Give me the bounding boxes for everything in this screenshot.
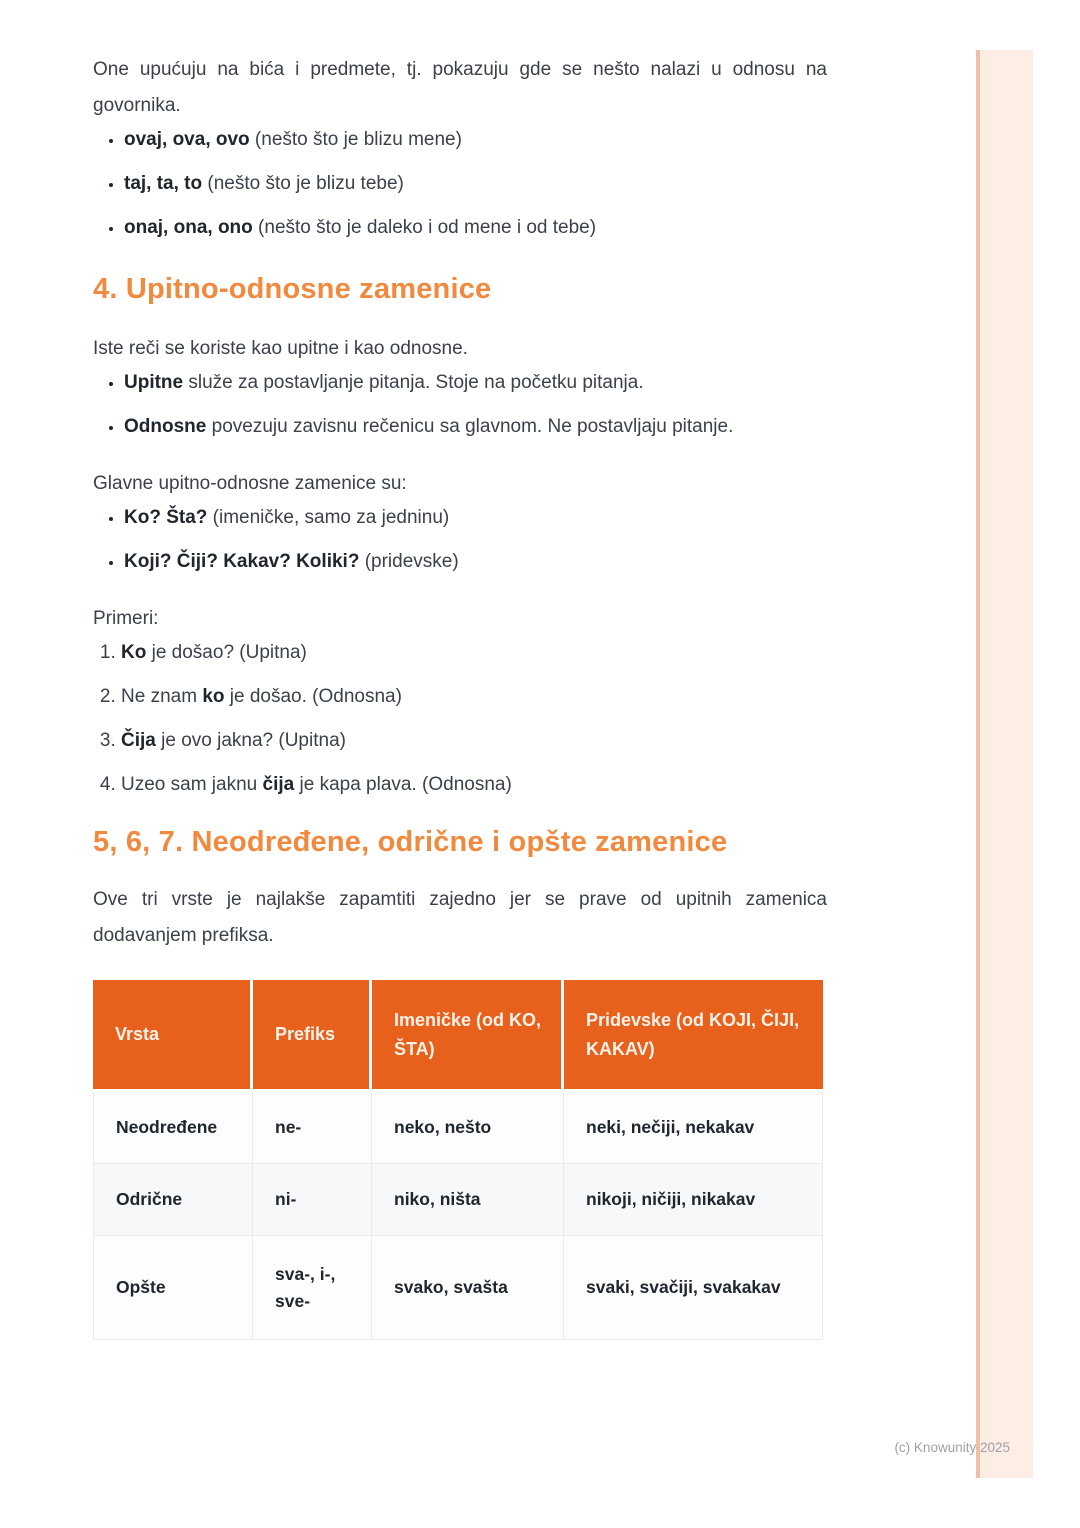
example-pre: Uzeo sam jaknu <box>121 774 263 795</box>
table-cell: Opšte <box>93 1236 253 1340</box>
bullet-bold-term: taj, ta, to <box>124 173 203 194</box>
list-item <box>124 168 827 199</box>
bullet-rest: (nešto što je blizu mene) <box>249 129 462 150</box>
bullet-rest: (nešto što je daleko i od mene i od tebe) <box>252 217 597 238</box>
table-cell: niko, ništa <box>372 1164 564 1236</box>
section-4-heading: 4. Upitno-odnosne zamenice <box>93 273 492 305</box>
list-item <box>124 367 827 398</box>
list-item <box>124 212 827 243</box>
examples-label: Primeri: <box>93 608 159 629</box>
list-item <box>124 502 827 533</box>
intro-paragraph: One upućuju na bića i predmete, tj. pokazuju gde se nešto nalazi u odnosu na govornika. <box>93 59 827 116</box>
upitne-odnosne-list <box>93 367 827 442</box>
example-post: je došao? (Upitna) <box>146 642 307 663</box>
bullet-rest: (nešto što je blizu tebe) <box>202 173 404 194</box>
table-cell: ne- <box>253 1092 372 1164</box>
section-567-heading: 5, 6, 7. Neodređene, odrične i opšte zamenice <box>93 826 728 858</box>
example-bold: Čija <box>121 730 156 751</box>
example-item <box>121 725 827 756</box>
example-post: je kapa plava. (Odnosna) <box>294 774 512 795</box>
decorative-side-stripe <box>976 50 1033 1478</box>
table-cell: neko, nešto <box>372 1092 564 1164</box>
example-bold: Ko <box>121 642 147 663</box>
list-item <box>124 124 827 155</box>
table-header-imenicke: Imeničke (od KO, ŠTA) <box>372 980 564 1092</box>
bullet-bold-term: Ko? Šta? <box>124 507 208 528</box>
list-item <box>124 546 827 577</box>
bullet-bold-term: Upitne <box>124 372 184 393</box>
demonstrative-list <box>93 124 827 243</box>
table-header-prefiks: Prefiks <box>253 980 372 1092</box>
table-row <box>93 1092 823 1164</box>
example-pre: Ne znam <box>121 686 203 707</box>
bullet-rest: služe za postavljanje pitanja. Stoje na početku pitanja. <box>183 372 644 393</box>
example-item <box>121 681 827 712</box>
table-cell: svako, svašta <box>372 1236 564 1340</box>
prefix-table <box>93 980 823 1340</box>
copyright-footer: (c) Knowunity 2025 <box>894 1440 1010 1455</box>
table-header-pridevske: Pridevske (od KOJI, ČIJI, KAKAV) <box>564 980 823 1092</box>
bullet-bold-term: Odnosne <box>124 416 207 437</box>
table-cell: svaki, svačiji, svakakav <box>564 1236 823 1340</box>
example-post: je došao. (Odnosna) <box>224 686 402 707</box>
table-row <box>93 1164 823 1236</box>
example-bold: ko <box>202 686 225 707</box>
document-content <box>93 0 827 1340</box>
bullet-bold-term: ovaj, ova, ovo <box>124 129 250 150</box>
example-post: je ovo jakna? (Upitna) <box>155 730 346 751</box>
bullet-bold-term: Koji? Čiji? Kakav? Koliki? <box>124 551 360 572</box>
table-header-row <box>93 980 823 1092</box>
table-cell: sva-, i-, sve- <box>253 1236 372 1340</box>
example-bold: čija <box>262 774 295 795</box>
section-4-lead: Glavne upitno-odnosne zamenice su: <box>93 473 407 494</box>
table-row <box>93 1236 823 1340</box>
bullet-bold-term: onaj, ona, ono <box>124 217 253 238</box>
main-pronouns-list <box>93 502 827 577</box>
example-item <box>121 769 827 800</box>
table-cell: Neodređene <box>93 1092 253 1164</box>
table-cell: neki, nečiji, nekakav <box>564 1092 823 1164</box>
bullet-rest: (pridevske) <box>359 551 459 572</box>
table-cell: Odrične <box>93 1164 253 1236</box>
bullet-rest: (imeničke, samo za jedninu) <box>207 507 450 528</box>
example-item <box>121 637 827 668</box>
examples-list <box>93 637 827 800</box>
section-4-intro: Iste reči se koriste kao upitne i kao odnosne. <box>93 338 468 359</box>
bullet-rest: povezuju zavisnu rečenicu sa glavnom. Ne postavljaju pitanje. <box>206 416 734 437</box>
table-header-vrsta: Vrsta <box>93 980 253 1092</box>
table-cell: ni- <box>253 1164 372 1236</box>
list-item <box>124 411 827 442</box>
section-567-paragraph: Ove tri vrste je najlakše zapamtiti zajedno jer se prave od upitnih zamenica dodavanjem prefiksa. <box>93 889 827 946</box>
table-cell: nikoji, ničiji, nikakav <box>564 1164 823 1236</box>
